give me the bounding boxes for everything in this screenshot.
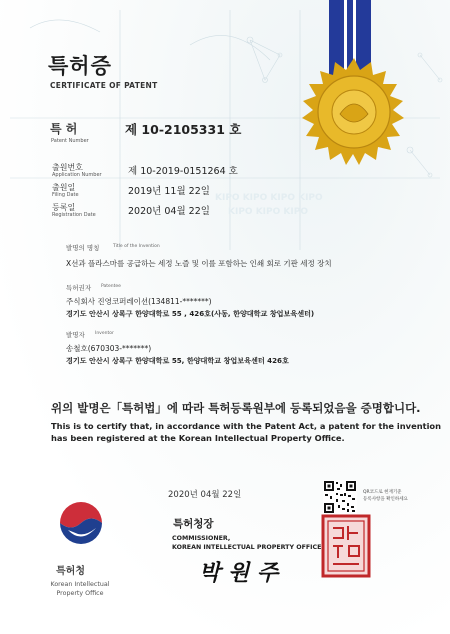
registration-date-label-en: Registration Date [52, 212, 96, 218]
filing-date: 2019년 11월 22일 [128, 186, 210, 197]
office-name: 특허청 [56, 566, 85, 577]
inventor-address: 경기도 안산시 상록구 한양대학로 55, 한양대학교 창업보육센터 426호 [66, 356, 289, 365]
registration-date: 2020년 04월 22일 [128, 206, 210, 217]
filing-date-label-en: Filing Date [52, 192, 79, 198]
invention-title-label: 발명의 명칭 [66, 244, 100, 252]
qr-code[interactable] [323, 480, 357, 514]
inventor-label: 발명자 [66, 331, 85, 339]
certification-text-en [51, 420, 441, 444]
filing-date-label: 출원일 [52, 183, 76, 192]
patent-label: 특 허 [50, 122, 78, 136]
office-name-en [50, 580, 110, 598]
patentee-label: 특허권자 [66, 284, 92, 292]
certificate-title: 특허증 [48, 54, 112, 78]
patentee-name: 주식회사 진영코퍼레이션(134811-*******) [66, 297, 212, 306]
commissioner-title: 특허청장 [173, 518, 214, 530]
qr-instructions [363, 489, 408, 503]
qr-instructions-line2: 등록사항을 확인하세요 [363, 497, 408, 502]
application-label-en: Application Number [52, 172, 102, 178]
svg-text:KIPO KIPO KIPO: KIPO KIPO KIPO [228, 207, 308, 217]
inventor-name: 송철호(670303-*******) [66, 344, 152, 353]
patentee-label-en: Patentee [101, 284, 121, 289]
commissioner-signature [195, 556, 287, 588]
qr-instructions-line1: QR코드로 현재기준 [363, 490, 402, 495]
office-name-en-line2: Property Office [56, 590, 104, 597]
inventor-label-en: Inventor [95, 331, 114, 336]
certification-text-ko: 위의 발명은「특허법」에 따라 특허등록원부에 등록되었음을 증명합니다. [51, 401, 421, 415]
commissioner-title-en-line2: KOREAN INTELLECTUAL PROPERTY OFFICE [172, 544, 322, 551]
certification-text-en-line2: has been registered at the Korean Intellectual Property Office. [51, 433, 345, 443]
commissioner-title-en [172, 534, 321, 552]
office-name-en-line1: Korean Intellectual [50, 581, 110, 588]
gold-seal [300, 58, 408, 166]
official-stamp [321, 514, 371, 578]
certificate-title-en: CERTIFICATE OF PATENT [50, 81, 158, 90]
signature-text: 박 원 주 [199, 560, 279, 586]
certification-text-en-line1: This is to certify that, in accordance with the Patent Act, a patent for the invention [51, 421, 442, 431]
registration-date-label: 등록일 [52, 203, 76, 212]
patent-label-en: Patent Number [51, 138, 89, 144]
issue-date: 2020년 04월 22일 [168, 490, 242, 500]
kipo-emblem-icon [58, 500, 104, 546]
invention-title: X선과 플라스마를 공급하는 세정 노즐 및 이를 포함하는 인쇄 회로 기판 세정 장치 [66, 259, 332, 268]
svg-text:KIPO KIPO KIPO KIPO: KIPO KIPO KIPO KIPO [215, 193, 323, 203]
application-number: 제 10-2019-0151264 호 [128, 166, 238, 177]
commissioner-title-en-line1: COMMISSIONER, [172, 535, 231, 542]
application-label: 출원번호 [52, 163, 83, 172]
patentee-address: 경기도 안산시 상록구 한양대학로 55 , 426호(사동, 한양대학교 창업보육센터) [66, 309, 315, 318]
invention-title-label-en: Title of the Invention [113, 244, 160, 249]
patent-number: 제 10-2105331 호 [125, 122, 242, 137]
